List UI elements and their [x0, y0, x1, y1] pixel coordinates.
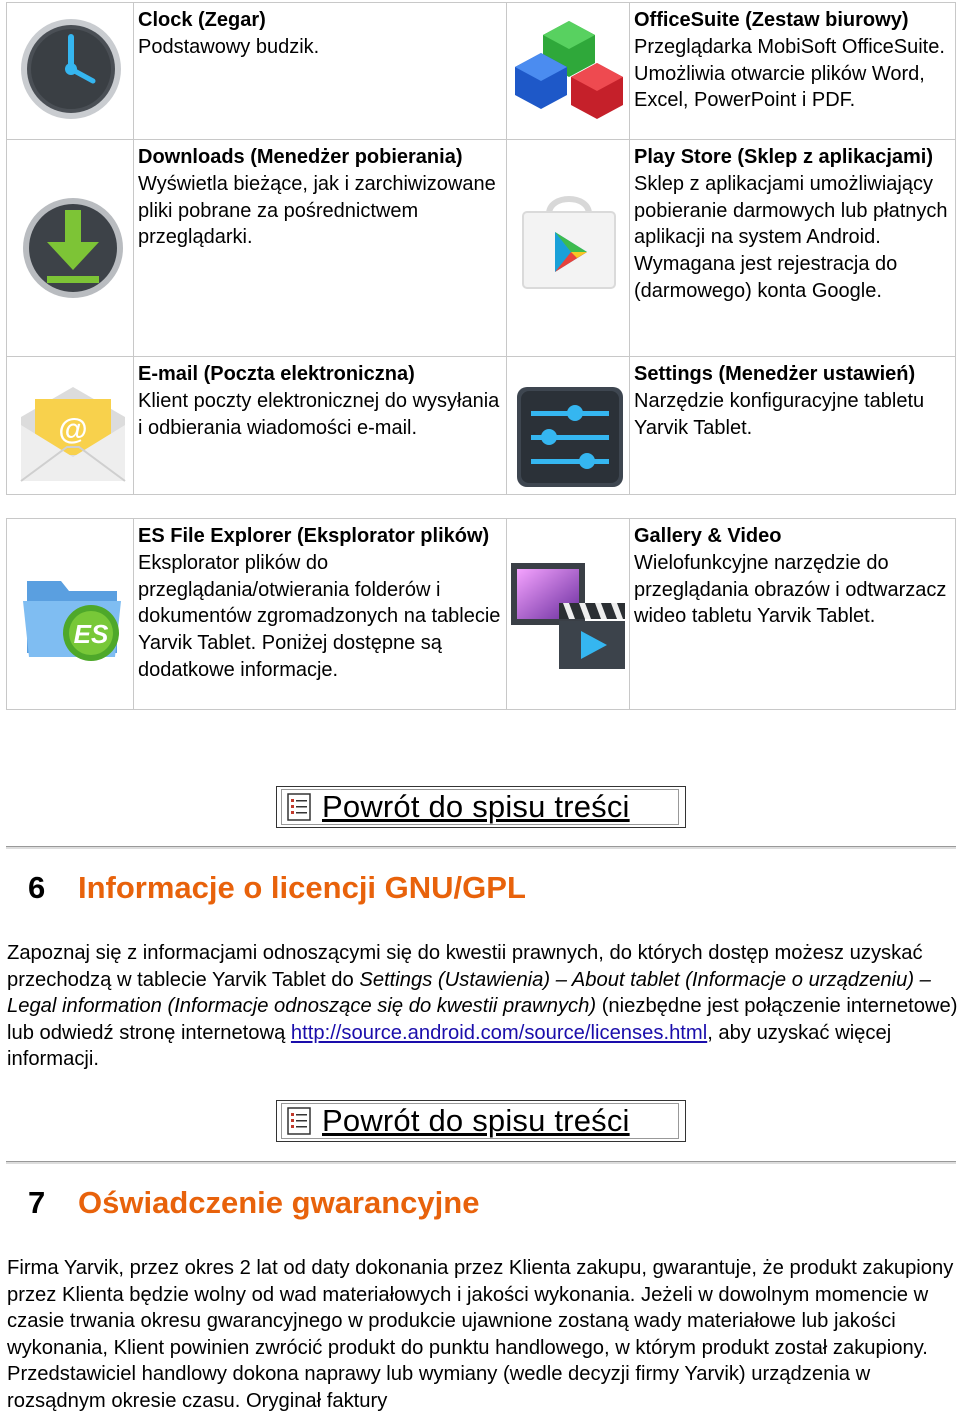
section-6-heading	[28, 870, 526, 906]
section-number: 7	[28, 1185, 46, 1220]
section-title: Informacje o licencji GNU/GPL	[78, 870, 526, 905]
settings-icon-cell	[507, 357, 630, 495]
apps-table-top	[6, 2, 956, 495]
es-file-explorer-icon-cell	[7, 519, 134, 710]
email-icon	[17, 381, 129, 485]
section-7-heading	[28, 1185, 479, 1221]
app-desc: Sklep z aplikacjami umożliwiający pobieranie darmowych lub płatnych aplikacji na system Android. Wymagana jest rejestracja do (darmowego) konta Google.	[634, 172, 948, 302]
back-link-frame	[281, 1103, 679, 1139]
app-title: Settings (Menedżer ustawień)	[634, 363, 916, 385]
downloads-icon	[21, 196, 125, 300]
app-desc: Podstawowy budzik.	[138, 35, 320, 58]
app-officesuite	[630, 3, 956, 140]
app-clock	[134, 3, 507, 140]
clock-icon-cell	[7, 3, 134, 140]
section-6-paragraph	[7, 940, 959, 1073]
app-email	[134, 357, 507, 495]
text-run: (niezbędne jest połączenie internetowe) lub odwiedź stronę internetową	[7, 995, 958, 1044]
app-title: Downloads (Menedżer pobierania)	[138, 146, 463, 168]
app-title: Play Store (Sklep z aplikacjami)	[634, 146, 934, 168]
svg-text:@: @	[58, 413, 88, 446]
play-store-icon-cell	[507, 140, 630, 357]
text-run: Zapoznaj się z informacjami odnoszącymi się do kwestii prawnych, do których dostęp możesz uzyskać przechodzą w tablecie Yarvik Tablet do	[7, 942, 923, 991]
app-title: Clock (Zegar)	[138, 9, 266, 31]
section-7-paragraph: Firma Yarvik, przez okres 2 lat od daty dokonania przez Klienta zakupu, gwarantuje, że produkt zakupiony przez Klienta będzie wolny od wad materiałowych i jakości wykonania. Jeżeli w dowolnym momencie w czasie trwania okresu gwarancyjnego w produkcie ujawnione zostaną wady materiałowe lub jakości wykonania, Klient powinien zwrócić produkt do punktu handlowego, w którym produkt został zakupiony. Przedstawiciel handlowy dokona naprawy lub wymiany (wedle decyzji firmy Yarvik) urządzenia w rozsądnym okresie czasu. Oryginał faktury	[7, 1257, 954, 1412]
document-list-icon	[286, 792, 314, 822]
app-title: Gallery & Video	[634, 525, 782, 547]
email-icon-cell	[7, 357, 134, 495]
play-store-icon	[519, 190, 619, 290]
back-link-label: Powrót do spisu treści	[322, 789, 630, 824]
section-divider	[6, 1161, 956, 1164]
app-desc: Wielofunkcyjne narzędzie do przeglądania obrazów i odtwarzacz wideo tabletu Yarvik Tablet.	[634, 551, 947, 628]
app-title: OfficeSuite (Zestaw biurowy)	[634, 9, 909, 31]
back-to-toc-link[interactable]	[276, 786, 686, 828]
gallery-video-icon-cell	[507, 519, 630, 710]
app-desc: Klient poczty elektronicznej do wysyłania i odbierania wiadomości e-mail.	[138, 389, 500, 439]
app-desc: Eksplorator plików do przeglądania/otwierania folderów i dokumentów zgromadzonych na tablecie Yarvik Tablet. Poniżej dostępne są dodatkowe informacje.	[138, 551, 501, 681]
app-desc: Przeglądarka MobiSoft OfficeSuite. Umożliwia otwarcie plików Word, Excel, PowerPoint i PDF.	[634, 35, 945, 112]
app-settings	[630, 357, 956, 495]
app-title: ES File Explorer (Eksplorator plików)	[138, 525, 490, 547]
licenses-link[interactable]: http://source.android.com/source/licenses.html	[290, 1021, 708, 1044]
app-play-store	[630, 140, 956, 357]
back-to-toc-link[interactable]	[276, 1100, 686, 1142]
apps-table-bottom	[6, 518, 956, 710]
app-gallery-video	[630, 519, 956, 710]
app-desc: Narzędzie konfiguracyjne tabletu Yarvik Tablet.	[634, 389, 925, 439]
officesuite-icon-cell	[507, 3, 630, 140]
back-link-frame	[281, 789, 679, 825]
section-number: 6	[28, 870, 46, 905]
officesuite-icon	[515, 17, 623, 125]
italic-run: Settings (Ustawienia) – About tablet (Informacje o urządzeniu) – Legal information (Informacje odnoszące się do kwestii prawnych)	[7, 968, 931, 1018]
section-divider	[6, 846, 956, 849]
settings-icon	[517, 387, 623, 487]
back-link-label: Powrót do spisu treści	[322, 1103, 630, 1138]
es-file-explorer-icon	[21, 569, 125, 665]
downloads-icon-cell	[7, 140, 134, 357]
app-desc: Wyświetla bieżące, jak i zarchiwizowane pliki pobrane za pośrednictwem przeglądarki.	[138, 172, 496, 249]
app-es-file-explorer	[134, 519, 507, 710]
section-title: Oświadczenie gwarancyjne	[78, 1185, 480, 1220]
app-title: E-mail (Poczta elektroniczna)	[138, 363, 415, 385]
svg-text:ES: ES	[73, 619, 109, 649]
clock-icon	[19, 17, 123, 121]
app-downloads	[134, 140, 507, 357]
document-list-icon	[286, 1106, 314, 1136]
text-run: , aby uzyskać więcej informacji.	[7, 1021, 892, 1071]
gallery-video-icon	[511, 561, 627, 671]
